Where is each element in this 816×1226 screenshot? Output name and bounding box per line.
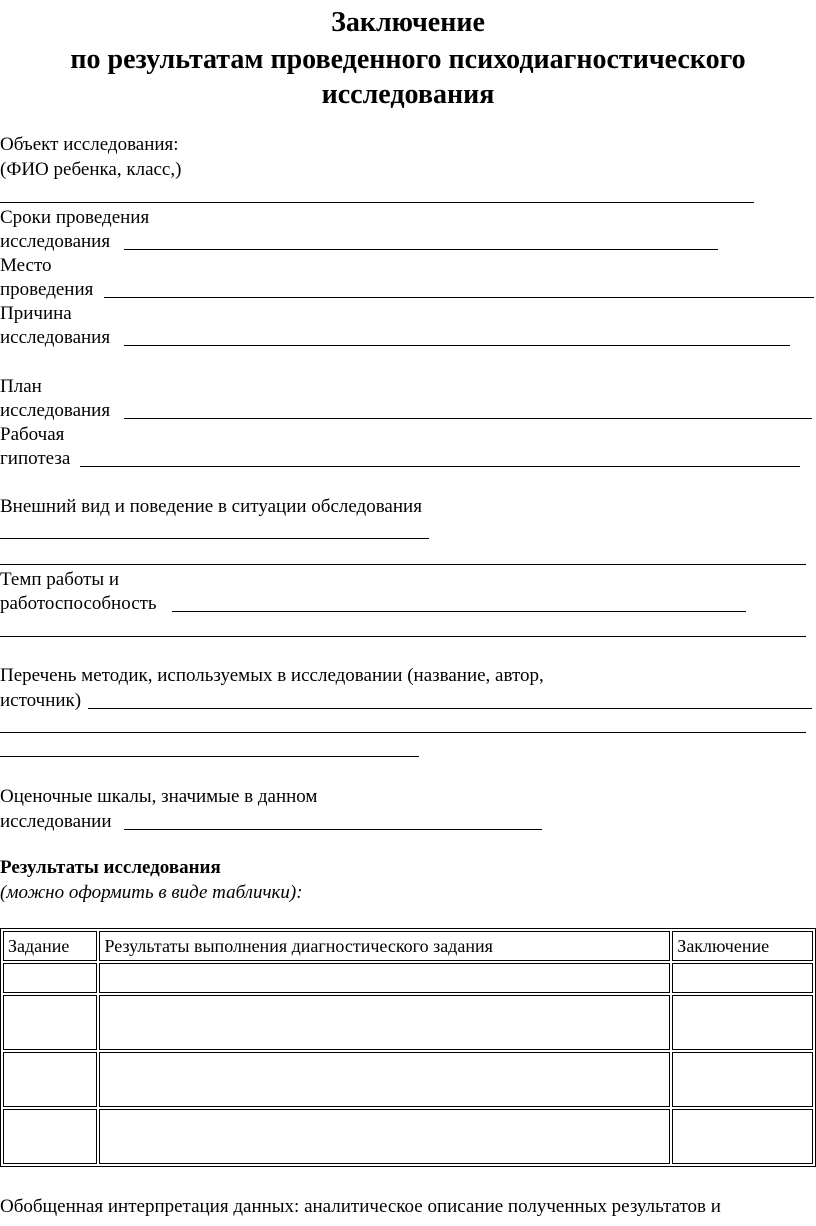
appearance-fill-line-1[interactable]	[0, 538, 429, 539]
table-header-cell: Задание	[3, 931, 97, 961]
scales-label-2: исследовании	[0, 811, 112, 832]
table-cell[interactable]	[3, 963, 97, 993]
plan-label-1: План	[0, 376, 42, 397]
appearance-label: Внешний вид и поведение в ситуации обследования	[0, 496, 422, 517]
tempo-label-2: работоспособность	[0, 593, 157, 614]
scales-label-1: Оценочные шкалы, значимые в данном	[0, 786, 318, 807]
object-hint: (ФИО ребенка, класс,)	[0, 159, 182, 180]
methods-label-2: источник)	[0, 690, 82, 711]
place-label-1: Место	[0, 255, 52, 276]
plan-label-2: исследования	[0, 400, 111, 421]
table-cell[interactable]	[99, 1052, 670, 1107]
table-cell[interactable]	[3, 995, 97, 1050]
table-row	[3, 995, 813, 1050]
table-cell[interactable]	[672, 1052, 813, 1107]
place-fill-line[interactable]	[104, 297, 814, 298]
tempo-fill-line-2[interactable]	[0, 636, 806, 637]
table-cell[interactable]	[99, 995, 670, 1050]
dates-fill-line[interactable]	[124, 249, 718, 250]
methods-fill-line-2[interactable]	[0, 732, 806, 733]
table-cell[interactable]	[3, 1052, 97, 1107]
footer-text: Обобщенная интерпретация данных: аналитическое описание полученных результатов и	[0, 1196, 721, 1217]
results-table	[0, 928, 816, 1167]
table-cell[interactable]	[672, 995, 813, 1050]
reason-label-1: Причина	[0, 303, 72, 324]
methods-fill-line-1[interactable]	[88, 708, 812, 709]
table-cell[interactable]	[672, 963, 813, 993]
dates-label-2: исследования	[0, 231, 111, 252]
hypothesis-fill-line[interactable]	[80, 466, 800, 467]
title-line-2: по результатам проведенного психодиагностического	[70, 44, 746, 75]
table-row	[3, 963, 813, 993]
tempo-fill-line-1[interactable]	[172, 611, 746, 612]
dates-label-1: Сроки проведения	[0, 207, 150, 228]
object-fill-line[interactable]	[0, 202, 754, 203]
tempo-label-1: Темп работы и	[0, 569, 120, 590]
appearance-fill-line-2[interactable]	[0, 564, 806, 565]
table-cell[interactable]	[672, 1109, 813, 1164]
hypothesis-label-2: гипотеза	[0, 448, 71, 469]
reason-fill-line[interactable]	[124, 345, 790, 346]
reason-label-2: исследования	[0, 327, 111, 348]
title-line-1: Заключение	[331, 7, 485, 38]
methods-fill-line-3[interactable]	[0, 756, 419, 757]
title-line-3: исследования	[321, 79, 495, 110]
table-row	[3, 1109, 813, 1164]
table-header-row	[3, 931, 813, 961]
results-note: (можно оформить в виде таблички):	[0, 882, 303, 903]
scales-fill-line[interactable]	[124, 829, 542, 830]
table-cell[interactable]	[99, 963, 670, 993]
hypothesis-label-1: Рабочая	[0, 424, 65, 445]
table-header-cell: Заключение	[672, 931, 813, 961]
methods-label-1: Перечень методик, используемых в исследовании (название, автор,	[0, 665, 544, 686]
table-cell[interactable]	[3, 1109, 97, 1164]
object-label: Объект исследования:	[0, 134, 179, 155]
place-label-2: проведения	[0, 279, 94, 300]
table-cell[interactable]	[99, 1109, 670, 1164]
plan-fill-line[interactable]	[124, 418, 812, 419]
table-header-cell: Результаты выполнения диагностического задания	[99, 931, 670, 961]
table-row	[3, 1052, 813, 1107]
results-heading: Результаты исследования	[0, 857, 221, 878]
